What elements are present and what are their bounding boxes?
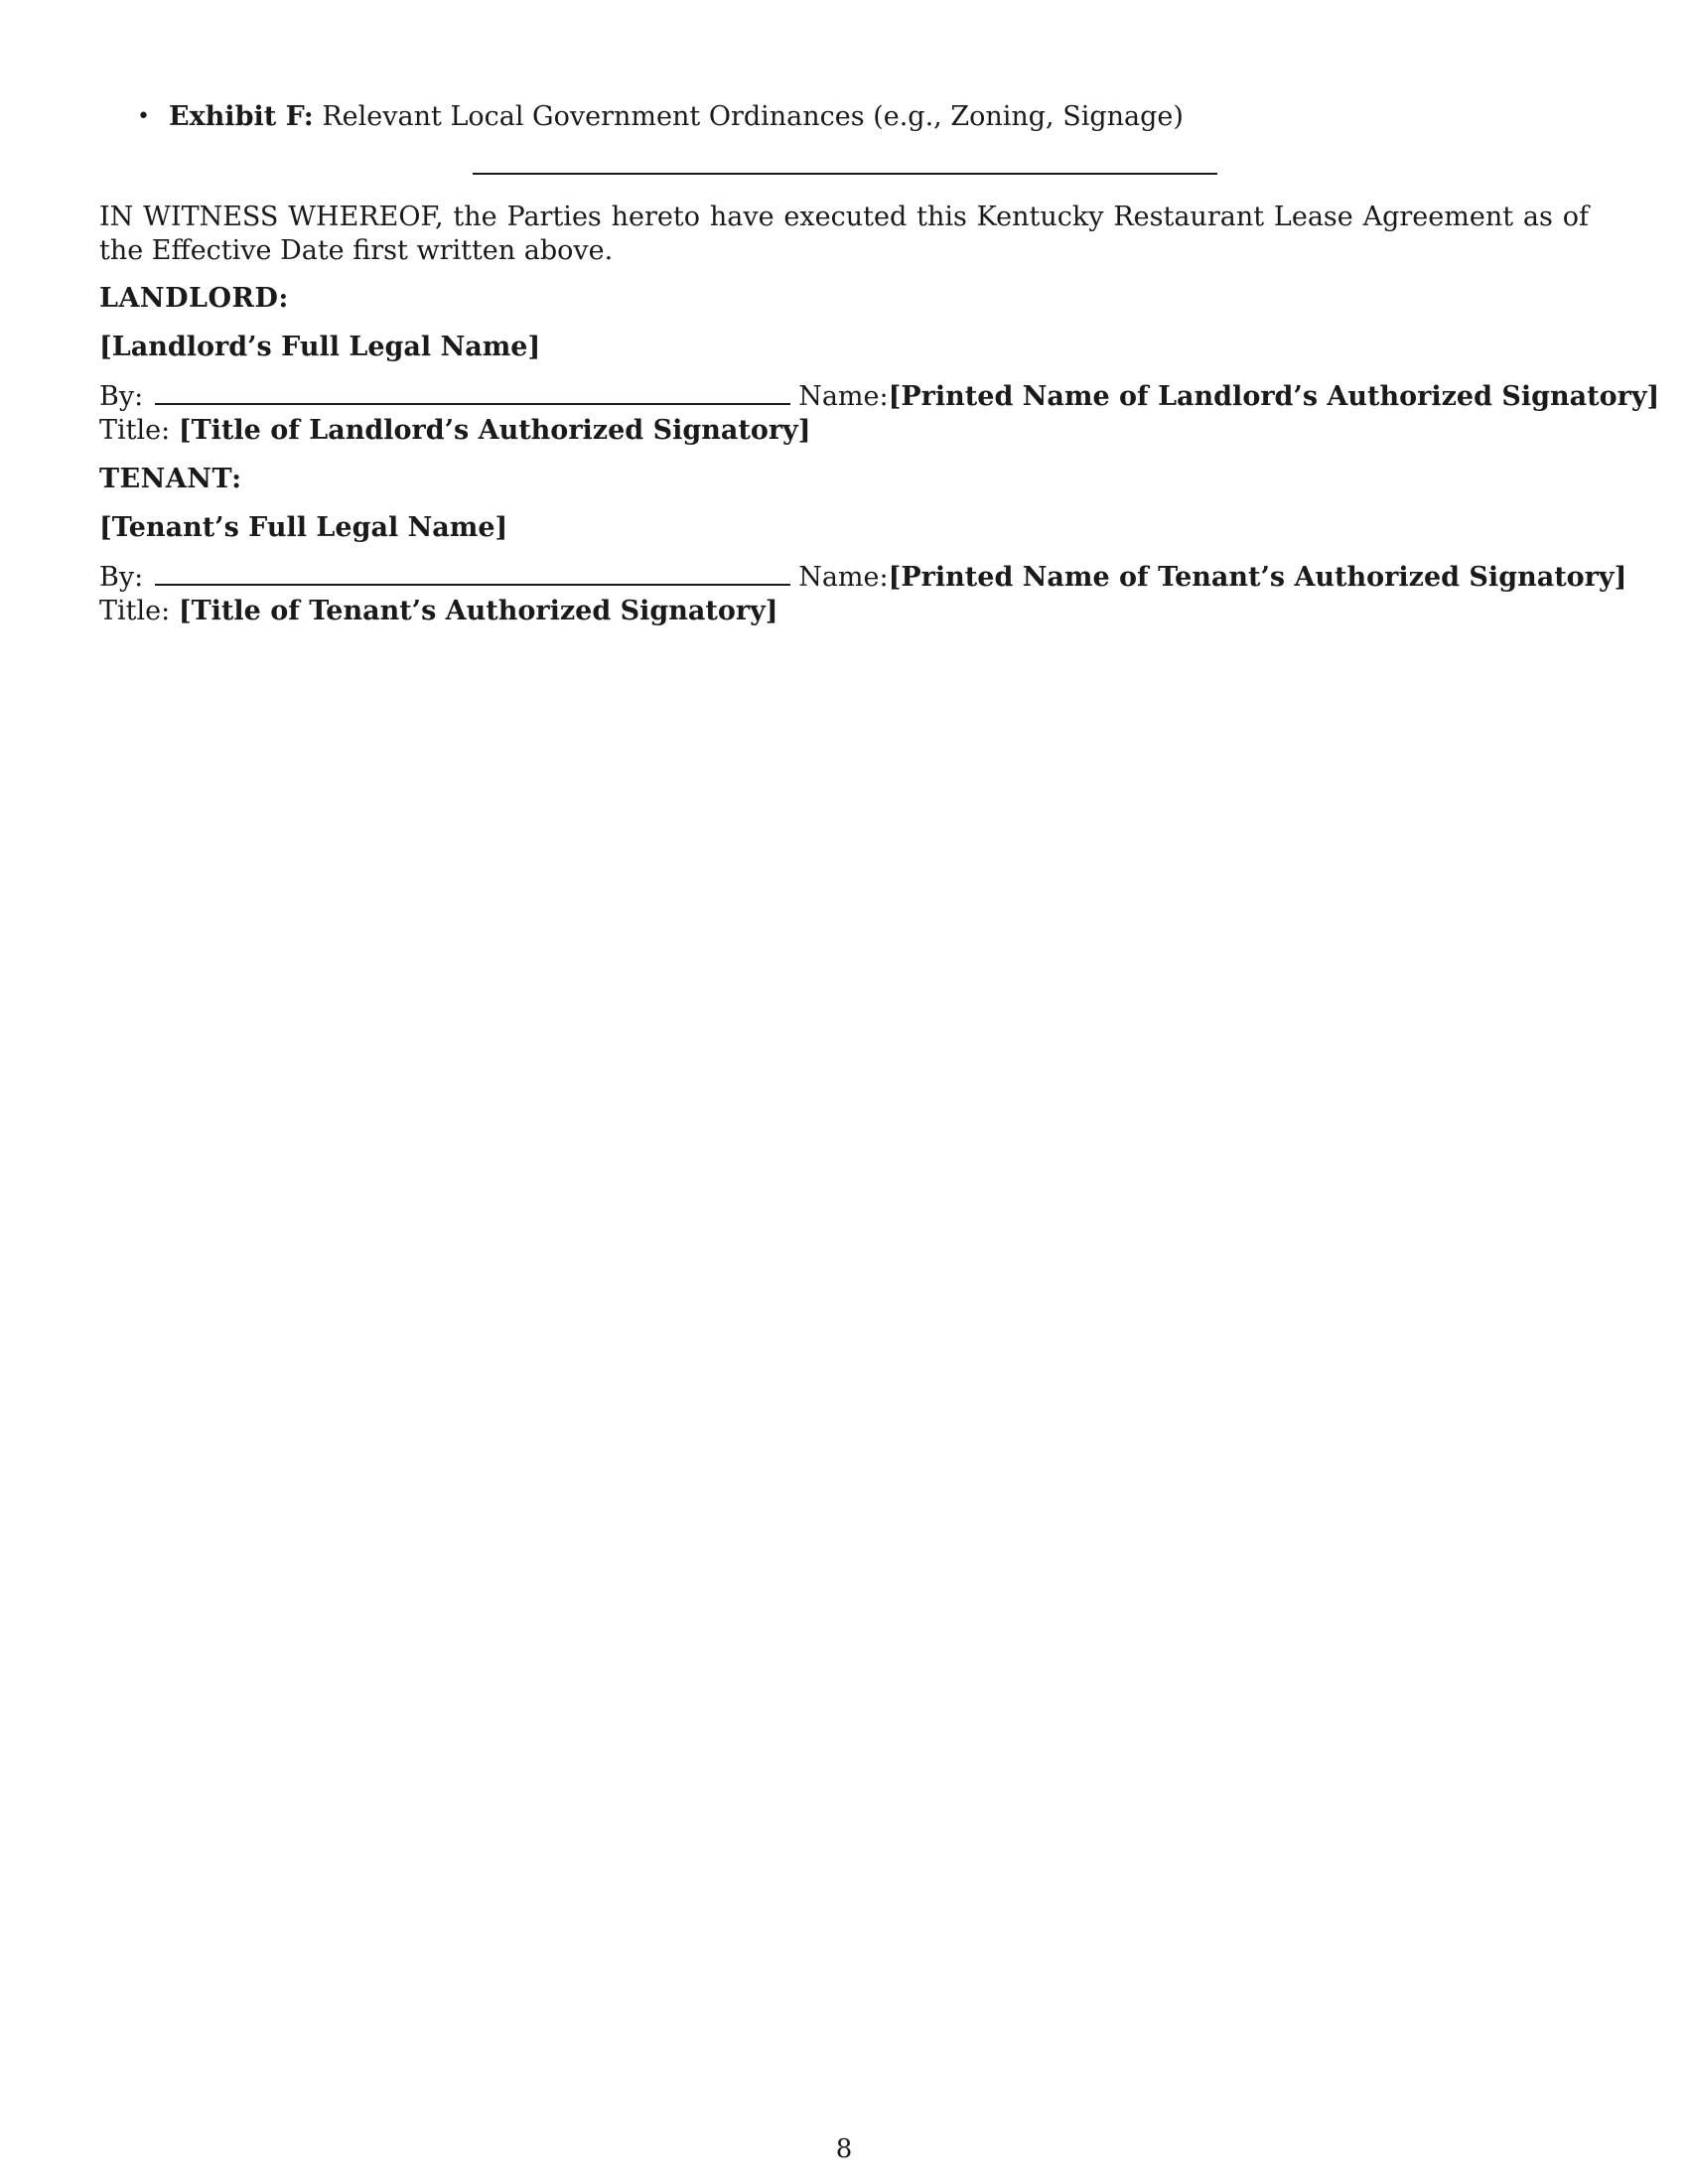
landlord-title-value: [Title of Landlord’s Authorized Signatory] <box>178 415 811 446</box>
tenant-title-value: [Title of Tenant’s Authorized Signatory] <box>178 596 778 626</box>
tenant-heading: TENANT: <box>99 464 242 494</box>
landlord-signature-field[interactable] <box>155 379 790 405</box>
landlord-title-label: Title: <box>99 415 171 446</box>
landlord-title-line <box>99 414 1589 448</box>
landlord-legal-name: [Landlord’s Full Legal Name] <box>99 332 541 362</box>
witness-clause: IN WITNESS WHEREOF, the Parties hereto have executed this Kentucky Restaurant Lease Agreement as of the Effective Date first written above. <box>99 202 1589 266</box>
landlord-heading: LANDLORD: <box>99 283 289 314</box>
exhibit-label: Exhibit F: <box>169 101 314 132</box>
tenant-title-line <box>99 595 1589 628</box>
tenant-by-label: By: <box>99 562 144 593</box>
landlord-by-group <box>99 379 889 414</box>
exhibit-text: Relevant Local Government Ordinances (e.g., Zoning, Signage) <box>322 101 1184 132</box>
tenant-signature-line <box>99 560 1627 595</box>
exhibit-item <box>137 97 1184 137</box>
landlord-by-label: By: <box>99 381 144 412</box>
bullet-icon: • <box>137 104 150 129</box>
tenant-printed-name: [Printed Name of Tenant’s Authorized Signatory] <box>888 562 1627 593</box>
section-divider <box>473 173 1217 175</box>
page-number: 8 <box>835 2134 853 2164</box>
tenant-title-label: Title: <box>99 596 171 626</box>
tenant-signature-block <box>99 560 1627 628</box>
landlord-signature-line <box>99 379 1660 414</box>
landlord-printed-name: [Printed Name of Landlord’s Authorized Signatory] <box>888 381 1660 412</box>
tenant-signature-field[interactable] <box>155 560 790 586</box>
landlord-signature-block <box>99 379 1660 448</box>
landlord-name-label: Name: <box>798 381 889 412</box>
tenant-legal-name: [Tenant’s Full Legal Name] <box>99 512 508 543</box>
tenant-by-group <box>99 560 889 595</box>
exhibit-list <box>137 97 1184 137</box>
tenant-name-label: Name: <box>798 562 889 593</box>
